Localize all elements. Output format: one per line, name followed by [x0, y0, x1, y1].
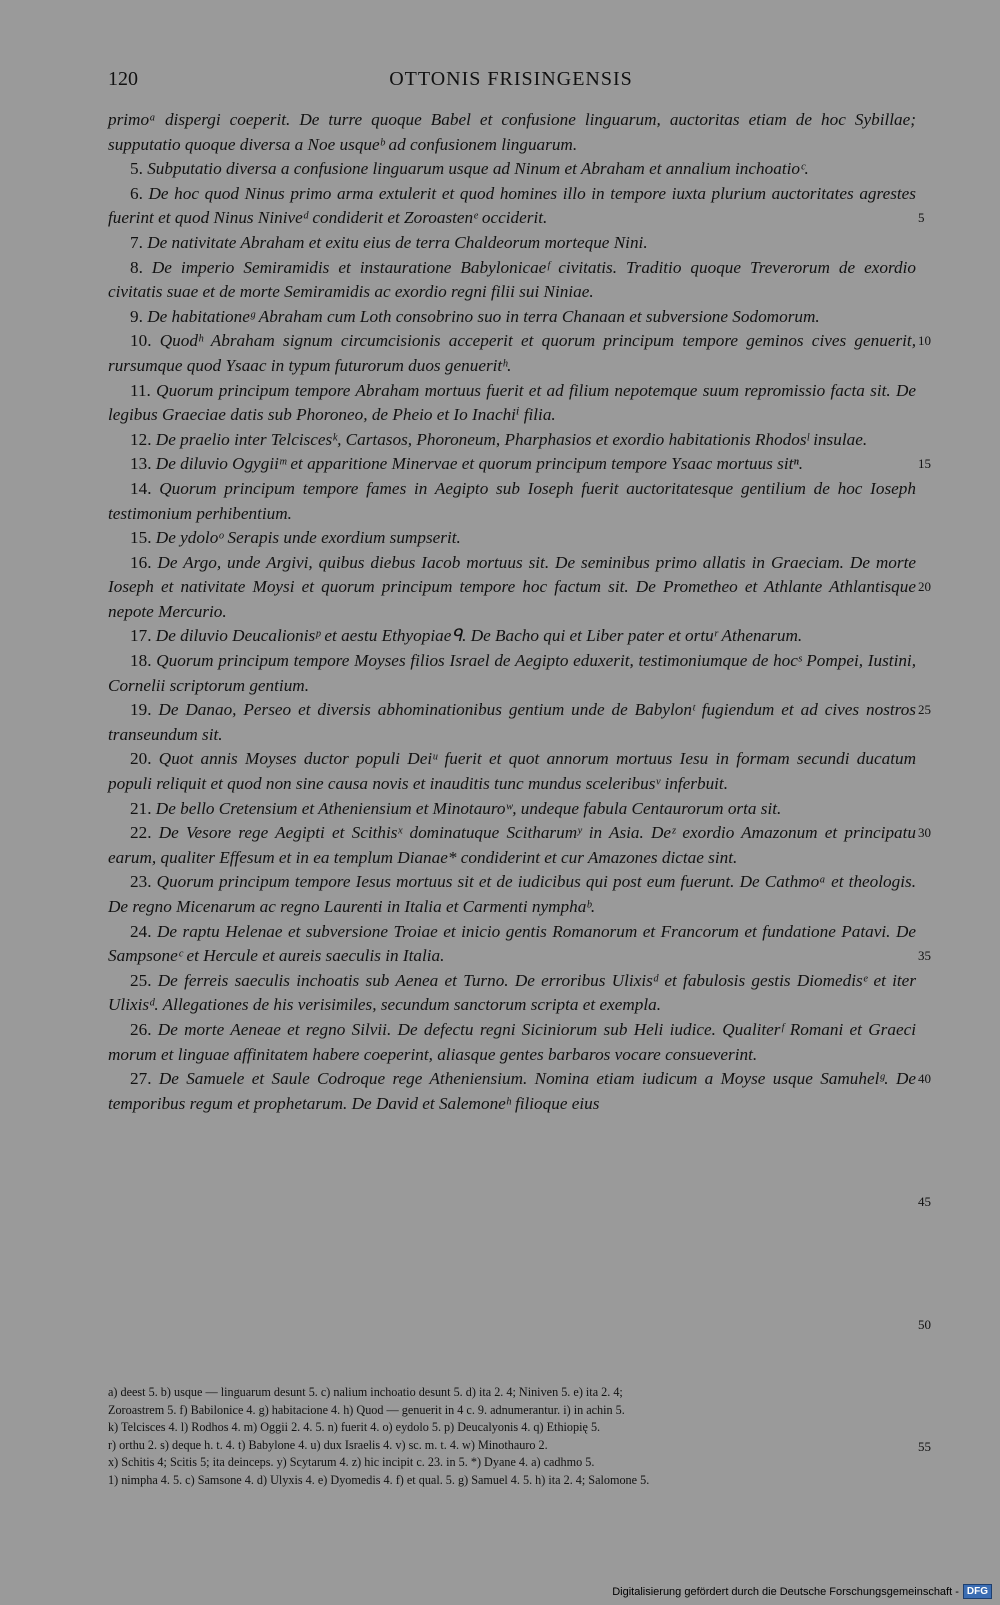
- chapter-entry: [108, 920, 916, 969]
- chapter-text: primoᵃ dispergi coeperit. De turre quoque Babel et confusione linguarum, auctoritas etiam de hoc Sybillae; supputatio quoque diversa a Noe usqueᵇ ad confusionem linguarum.: [108, 110, 916, 154]
- chapter-entry: [108, 821, 916, 870]
- page-number: 120: [108, 68, 138, 90]
- line-number: 5: [918, 210, 925, 226]
- chapter-number: 12.: [130, 429, 156, 449]
- chapter-number: 19.: [130, 700, 159, 720]
- chapter-text: De morte Aeneae et regno Silvii. De defectu regni Siciniorum sub Heli iudice. Qualiterᶠ Romani et Graeci morum et linguae affinitatem habere coeperint, aliasque gentes barbaros vocare consueverint.: [108, 1019, 916, 1064]
- chapter-number: 18.: [130, 651, 157, 671]
- chapter-text: Quorum principum tempore Abraham mortuus fuerit et ad filium nepotemque suum repromissio facta sit. De legibus Graeciae datis sub Phoroneo, de Pheio et Io Inachiⁱ filia.: [108, 380, 917, 425]
- chapter-text: Subputatio diversa a confusione linguarum usque ad Ninum et Abraham et annalium inchoatioᶜ.: [147, 159, 809, 179]
- chapter-entry: [108, 452, 916, 477]
- line-number: 40: [918, 1071, 931, 1087]
- footer-credit: Digitalisierung gefördert durch die Deutsche Forschungsgemeinschaft -: [612, 1585, 959, 1598]
- line-number: 50: [918, 1317, 931, 1333]
- chapter-number: 8.: [130, 257, 152, 277]
- chapter-entry: [108, 747, 916, 796]
- chapter-number: 24.: [130, 921, 157, 941]
- line-number: 10: [918, 333, 931, 349]
- chapter-text: De raptu Helenae et subversione Troiae et inicio gentis Romanorum et Francorum et fundatione Patavi. De Sampsoneᶜ et Hercule et aureis saeculis in Italia.: [108, 921, 917, 966]
- chapter-text: De hoc quod Ninus primo arma extulerit et quod homines illo in tempore iuxta plurium auctoritates agrestes fuerint et quod Ninus Niniveᵈ condiderit et Zoroastenᵉ occiderit.: [108, 183, 916, 228]
- chapter-number: 7.: [130, 232, 148, 252]
- footnotes: [108, 1384, 916, 1489]
- chapter-number: 20.: [130, 749, 159, 769]
- chapter-number: 27.: [130, 1069, 159, 1089]
- chapter-number: 6.: [130, 183, 149, 203]
- line-number: 25: [918, 702, 931, 718]
- chapter-text: De Danao, Perseo et diversis abhominationibus gentium unde de Babylonᵗ fugiendum et ad cives nostros transeundum sit.: [108, 700, 916, 744]
- chapter-text: De diluvio Ogygiiᵐ et apparitione Minervae et quorum principum tempore Ysaac mortuus sitⁿ.: [155, 454, 804, 474]
- footnote-line: Zoroastrem 5. f) Babilonice 4. g) habitacione 4. h) Quod — genuerit in 4 c. 9. adnumerantur. i) in achin 5.: [108, 1402, 625, 1417]
- chapter-entry: [108, 182, 916, 231]
- chapter-number: 13.: [130, 454, 156, 474]
- chapter-text: Quorum principum tempore Iesus mortuus sit et de iudicibus qui post eum fuerunt. De Cathmoᵃ et theologis. De regno Micenarum ac regno Laurenti in Italia et Carmenti nymphaᵇ.: [108, 872, 917, 916]
- chapter-text: Quot annis Moyses ductor populi Deiᵘ fuerit et quot annorum mortuus Iesu in formam secundi ducatum populi reliquit et quod non sine causa novis et inauditis tunc mundus sceleribusᵛ inferbuit.: [108, 749, 916, 794]
- line-number: 30: [918, 825, 931, 841]
- chapter-text: De praelio inter Telciscesᵏ, Cartasos, Phoroneum, Pharphasios et exordio habitationis Rhodosˡ insulae.: [155, 429, 868, 449]
- chapter-entry: [108, 797, 916, 822]
- page-header: [108, 68, 914, 98]
- chapter-entry: [108, 305, 916, 330]
- chapter-text: De Vesore rege Aegipti et Scithisˣ dominatuque Scitharumʸ in Asia. Deᶻ exordio Amazonum et principatu earum, qualiter Effesum et in ea templum Dianae* condiderint et cur Amazones dictae sint.: [108, 823, 917, 867]
- chapter-entry: [108, 108, 916, 157]
- line-number: 15: [918, 456, 931, 472]
- chapter-number: 17.: [130, 626, 156, 646]
- chapter-text: Quorum principum tempore Moyses filios Israel de Aegipto eduxerit, testimoniumque de hocˢ Pompei, Iustini, Cornelii scriptorum gentium.: [108, 651, 917, 695]
- dfg-logo: DFG: [963, 1584, 992, 1599]
- chapter-entry: [108, 231, 916, 256]
- line-number: 45: [918, 1194, 931, 1210]
- chapter-number: 23.: [130, 872, 157, 892]
- chapter-entry: [108, 1018, 916, 1067]
- chapter-text: De Samuele et Saule Codroque rege Atheniensium. Nomina etiam iudicum a Moyse usque Samuhelᵍ. De temporibus regum et prophetarum. De David et Salemoneʰ filioque eius: [108, 1069, 916, 1113]
- line-number: 35: [918, 948, 931, 964]
- running-title: OTTONIS FRISINGENSIS: [389, 68, 633, 90]
- line-number: 20: [918, 579, 931, 595]
- chapter-entry: [108, 526, 916, 551]
- chapter-entry: [108, 428, 916, 453]
- chapter-number: 11.: [130, 380, 157, 400]
- chapter-number: 10.: [130, 331, 160, 351]
- chapter-text: De ferreis saeculis inchoatis sub Aenea et Turno. De erroribus Ulixisᵈ et fabulosis gestis Diomedisᵉ et iter Ulixisᵈ. Allegationes de his verisimiles, secundum sanctorum scripta et exempla.: [108, 970, 917, 1015]
- chapter-entry: [108, 624, 916, 649]
- chapter-number: 25.: [130, 970, 158, 990]
- chapter-number: 21.: [130, 798, 156, 818]
- chapter-number: 5.: [130, 159, 148, 179]
- chapter-entry: [108, 649, 916, 698]
- chapter-text: De bello Cretensium et Atheniensium et Minotauroʷ, undeque fabula Centaurorum orta sit.: [155, 798, 782, 818]
- chapter-entry: [108, 477, 916, 526]
- chapter-entry: [108, 698, 916, 747]
- chapter-entry: [108, 379, 916, 428]
- chapter-entry: [108, 870, 916, 919]
- chapter-entry: [108, 551, 916, 625]
- chapter-number: 22.: [130, 823, 159, 843]
- chapter-number: 16.: [130, 552, 158, 572]
- chapter-number: 26.: [130, 1019, 158, 1039]
- chapter-entry: [108, 256, 916, 305]
- footnote-line: r) orthu 2. s) deque h. t. 4. t) Babylone 4. u) dux Israelis 4. v) sc. m. t. 4. w) Minothauro 2.: [108, 1437, 548, 1452]
- chapter-text: De diluvio Deucalionisᵖ et aestu Ethyopiaeᑫ. De Bacho qui et Liber pater et ortuʳ Athenarum.: [155, 626, 803, 646]
- footnote-line: k) Telcisces 4. l) Rodhos 4. m) Oggii 2. 4. 5. n) fuerit 4. o) eydolo 5. p) Deucalyonis 4. q) Ethiopię 5.: [108, 1420, 601, 1434]
- chapter-entry: [108, 329, 916, 378]
- footnote-line: 1) nimpha 4. 5. c) Samsone 4. d) Ulyxis 4. e) Dyomedis 4. f) et qual. 5. g) Samuel 4. 5. h) ita 2. 4; Salomone 5.: [108, 1472, 650, 1487]
- chapter-text: De nativitate Abraham et exitu eius de terra Chaldeorum morteque Nini.: [147, 232, 648, 252]
- chapter-text: Quorum principum tempore fames in Aegipto sub Ioseph fuerit auctoritatesque gentilium de hoc Ioseph testimonium perhibentium.: [108, 478, 916, 523]
- chapter-number: 14.: [130, 478, 160, 498]
- chapter-entry: [108, 157, 916, 182]
- footer: [612, 1584, 992, 1599]
- chapter-text: De Argo, unde Argivi, quibus diebus Iacob mortuus sit. De seminibus primo allatis in Graeciam. De morte Ioseph et nativitate Moysi et quorum principum tempore hoc factum sit. De Prometheo et Athlante Athlantisque nepote Mercurio.: [108, 552, 916, 621]
- chapter-number: 9.: [130, 306, 148, 326]
- chapter-number: 15.: [130, 528, 156, 548]
- chapter-entry: [108, 1067, 916, 1116]
- body-text: [108, 108, 916, 1116]
- chapter-text: Quodʰ Abraham signum circumcisionis acceperit et quorum principum tempore geminos cives genuerit, rursumque quod Ysaac in typum futurorum duos genueritʰ.: [108, 331, 916, 375]
- chapter-text: De imperio Semiramidis et instauratione Babylonicaeᶠ civitatis. Traditio quoque Treverorum de exordio civitatis suae et de morte Semiramidis ac exordio regni filii sui Niniae.: [108, 257, 916, 302]
- footnote-line: a) deest 5. b) usque — linguarum desunt 5. c) nalium inchoatio desunt 5. d) ita 2. 4; Niniven 5. e) ita 2. 4;: [108, 1385, 623, 1399]
- chapter-text: De ydoloᵒ Serapis unde exordium sumpserit.: [155, 528, 461, 548]
- chapter-text: De habitationeᵍ Abraham cum Loth consobrino suo in terra Chanaan et subversione Sodomorum.: [147, 306, 820, 326]
- line-number: 55: [918, 1438, 931, 1454]
- chapter-entry: [108, 969, 916, 1018]
- footnote-line: x) Schitis 4; Scitis 5; ita deinceps. y) Scytarum 4. z) hic incipit c. 23. in 5. *) Dyane 4. a) cadhmo 5.: [108, 1455, 595, 1469]
